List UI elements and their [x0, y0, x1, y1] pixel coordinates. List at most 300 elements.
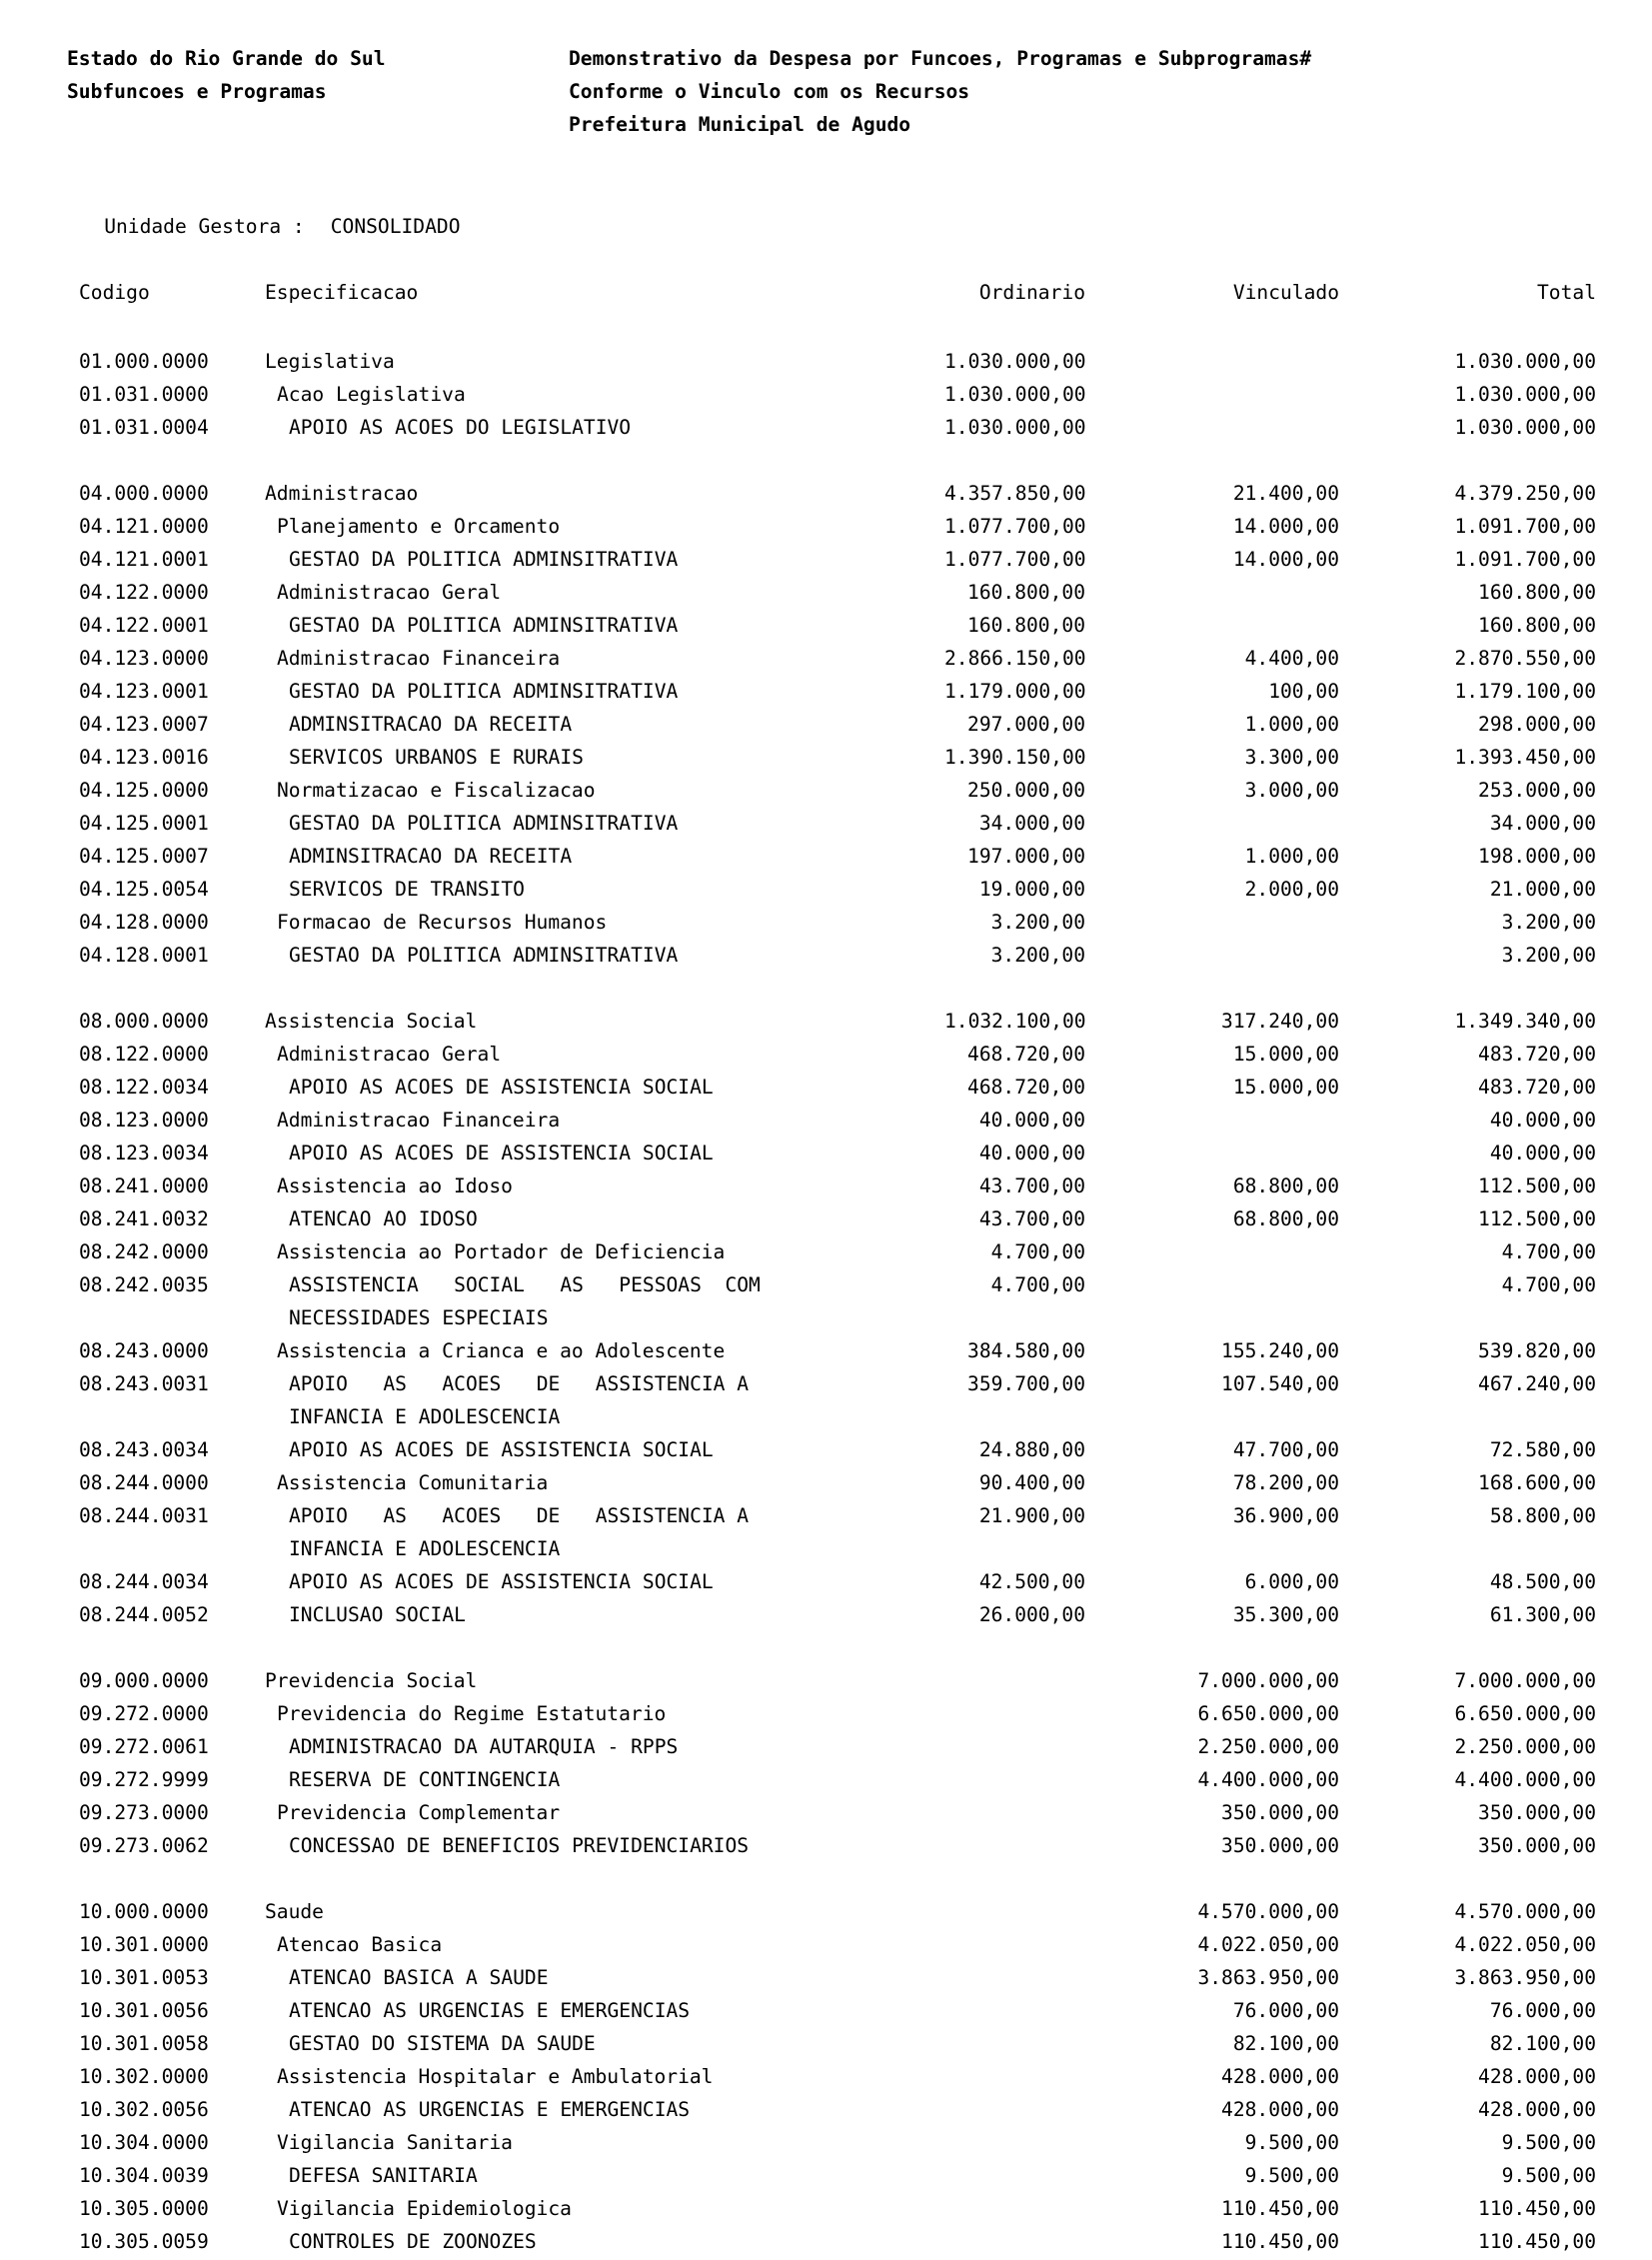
- row-spec-line: GESTAO DA POLITICA ADMINSITRATIVA: [289, 614, 679, 637]
- row-code: 08.123.0034: [79, 1141, 209, 1164]
- row-spec: [265, 1136, 944, 1169]
- table-row: [79, 906, 1652, 939]
- table-row: [79, 2027, 1652, 2060]
- row-vinculado: 4.400.000,00: [1197, 1768, 1339, 1791]
- report-header: [67, 0, 1652, 141]
- row-vinculado: 7.000.000,00: [1197, 1669, 1339, 1692]
- table-row: [79, 1994, 1652, 2027]
- row-spec: [265, 675, 944, 708]
- row-vinculado: 3.000,00: [1244, 779, 1339, 802]
- row-vinculado: 35.300,00: [1232, 1603, 1339, 1626]
- table-row: [79, 1202, 1652, 1235]
- row-ordinario: 21.900,00: [978, 1504, 1085, 1527]
- row-vinculado: 6.000,00: [1244, 1570, 1339, 1593]
- table-row: [79, 411, 1652, 444]
- row-vinculado: 76.000,00: [1232, 1999, 1339, 2022]
- row-vinculado: 14.000,00: [1232, 548, 1339, 571]
- row-ordinario: [944, 2126, 1085, 2159]
- row-spec-line: APOIO AS ACOES DE ASSISTENCIA A: [289, 1372, 750, 1395]
- row-total: 40.000,00: [1489, 1109, 1596, 1131]
- row-spec-line: SERVICOS URBANOS E RURAIS: [289, 746, 584, 769]
- row-total: 112.500,00: [1478, 1174, 1596, 1197]
- row-spec: [265, 642, 944, 675]
- row-code: 08.242.0000: [79, 1240, 209, 1263]
- table-row: [79, 2060, 1652, 2093]
- row-total: 350.000,00: [1478, 1801, 1596, 1824]
- row-vinculado: 82.100,00: [1232, 2032, 1339, 2055]
- row-code: 08.242.0035: [79, 1273, 209, 1296]
- row-vinculado: 9.500,00: [1244, 2164, 1339, 2187]
- row-spec: [265, 1763, 944, 1796]
- row-code: 08.244.0034: [79, 1570, 209, 1593]
- row-spec: [265, 1202, 944, 1235]
- row-code: 09.273.0000: [79, 1801, 209, 1824]
- row-vinculado: 1.000,00: [1244, 845, 1339, 868]
- row-total: 4.379.250,00: [1454, 482, 1596, 505]
- row-spec: [265, 1697, 944, 1730]
- row-code: 08.244.0031: [79, 1504, 209, 1527]
- row-total: 3.200,00: [1501, 911, 1596, 934]
- row-code: 01.031.0000: [79, 383, 209, 406]
- table-row: [79, 1961, 1652, 1994]
- row-spec: [265, 1565, 944, 1598]
- table-row: [79, 1169, 1652, 1202]
- row-ordinario: [944, 1994, 1085, 2027]
- row-spec: [265, 1961, 944, 1994]
- table-row: [79, 2192, 1652, 2225]
- row-vinculado: [1085, 807, 1339, 840]
- row-total: 9.500,00: [1501, 2131, 1596, 2154]
- row-spec: [265, 939, 944, 972]
- row-total: 539.820,00: [1478, 1339, 1596, 1362]
- row-spec: [265, 1499, 944, 1565]
- row-ordinario: 3.200,00: [990, 911, 1085, 934]
- row-total: 48.500,00: [1489, 1570, 1596, 1593]
- row-code: 04.121.0000: [79, 515, 209, 538]
- row-spec: [265, 1104, 944, 1136]
- row-spec: [265, 906, 944, 939]
- row-spec: [265, 1928, 944, 1961]
- row-spec: [265, 1466, 944, 1499]
- row-total: 1.030.000,00: [1454, 383, 1596, 406]
- table-row: [79, 1235, 1652, 1268]
- row-total: 61.300,00: [1489, 1603, 1596, 1626]
- row-vinculado: [1085, 939, 1339, 972]
- row-ordinario: [944, 1730, 1085, 1763]
- row-vinculado: 47.700,00: [1232, 1438, 1339, 1461]
- table-row: [79, 2126, 1652, 2159]
- row-vinculado: 155.240,00: [1221, 1339, 1339, 1362]
- row-code: 08.241.0000: [79, 1174, 209, 1197]
- row-ordinario: [944, 1961, 1085, 1994]
- table-row: [79, 1038, 1652, 1071]
- row-spec-line: Administracao: [265, 482, 419, 505]
- row-spec: [265, 1433, 944, 1466]
- row-total: 4.022.050,00: [1454, 1933, 1596, 1956]
- row-ordinario: [944, 2225, 1085, 2258]
- row-ordinario: 297.000,00: [967, 713, 1085, 736]
- column-header-ordinario: Ordinario: [978, 281, 1085, 304]
- row-code: 09.272.0061: [79, 1735, 209, 1758]
- row-spec-line: ADMINISTRACAO DA AUTARQUIA - RPPS: [289, 1735, 679, 1758]
- row-total: 160.800,00: [1478, 614, 1596, 637]
- row-ordinario: 1.077.700,00: [944, 515, 1086, 538]
- table-body: [0, 345, 1652, 2258]
- row-total: 9.500,00: [1501, 2164, 1596, 2187]
- row-total: 168.600,00: [1478, 1471, 1596, 1494]
- row-vinculado: 110.450,00: [1221, 2197, 1339, 2220]
- row-spec-line: Acao Legislativa: [277, 383, 466, 406]
- row-total: 82.100,00: [1489, 2032, 1596, 2055]
- table-row: [79, 378, 1652, 411]
- table-row: [79, 1697, 1652, 1730]
- row-vinculado: [1085, 345, 1339, 378]
- row-spec-line: RESERVA DE CONTINGENCIA: [289, 1768, 561, 1791]
- row-vinculado: 3.300,00: [1244, 746, 1339, 769]
- row-vinculado: [1085, 609, 1339, 642]
- row-total: 3.863.950,00: [1454, 1966, 1596, 1989]
- row-spec: [265, 1730, 944, 1763]
- row-spec: [265, 378, 944, 411]
- row-spec-line: GESTAO DA POLITICA ADMINSITRATIVA: [289, 680, 679, 703]
- table-row: [79, 345, 1652, 378]
- row-vinculado: 68.800,00: [1232, 1174, 1339, 1197]
- row-code: 10.304.0000: [79, 2131, 209, 2154]
- row-spec-line: Atencao Basica: [277, 1933, 443, 1956]
- row-vinculado: 6.650.000,00: [1197, 1702, 1339, 1725]
- table-row: [79, 1895, 1652, 1928]
- row-spec-line: Administracao Geral: [277, 581, 502, 604]
- row-code: 08.243.0034: [79, 1438, 209, 1461]
- row-spec: [265, 543, 944, 576]
- row-spec: [265, 1038, 944, 1071]
- row-spec-line: Assistencia a Crianca e ao Adolescente: [277, 1339, 726, 1362]
- row-vinculado: 1.000,00: [1244, 713, 1339, 736]
- row-vinculado: [1085, 411, 1339, 444]
- row-ordinario: [944, 1697, 1085, 1730]
- row-vinculado: 4.022.050,00: [1197, 1933, 1339, 1956]
- row-ordinario: [944, 1664, 1085, 1697]
- row-total: 428.000,00: [1478, 2065, 1596, 2088]
- row-code: 04.122.0001: [79, 614, 209, 637]
- row-code: 01.031.0004: [79, 416, 209, 439]
- row-total: 4.570.000,00: [1454, 1900, 1596, 1923]
- municipality-name: Prefeitura Municipal de Agudo: [569, 113, 911, 136]
- row-spec: [265, 2126, 944, 2159]
- row-total: 110.450,00: [1478, 2197, 1596, 2220]
- table-row: [79, 873, 1652, 906]
- table-row: [79, 1367, 1652, 1433]
- row-spec: [265, 807, 944, 840]
- row-spec-line: Previdencia Complementar: [277, 1801, 561, 1824]
- row-vinculado: 78.200,00: [1232, 1471, 1339, 1494]
- row-spec-line: Saude: [265, 1900, 324, 1923]
- row-vinculado: 9.500,00: [1244, 2131, 1339, 2154]
- row-spec-line: Assistencia Hospitalar e Ambulatorial: [277, 2065, 714, 2088]
- row-vinculado: 15.000,00: [1232, 1076, 1339, 1099]
- row-ordinario: 1.030.000,00: [944, 416, 1086, 439]
- row-spec-line: Previdencia Social: [265, 1669, 478, 1692]
- row-spec-line: GESTAO DA POLITICA ADMINSITRATIVA: [289, 944, 679, 967]
- row-total: 110.450,00: [1478, 2230, 1596, 2253]
- column-header-especificacao: Especificacao: [265, 281, 419, 304]
- row-total: 253.000,00: [1478, 779, 1596, 802]
- table-row: [79, 1763, 1652, 1796]
- column-header-vinculado: Vinculado: [1232, 281, 1339, 304]
- row-spec-line: GESTAO DA POLITICA ADMINSITRATIVA: [289, 812, 679, 835]
- row-code: 04.125.0054: [79, 878, 209, 901]
- row-code: 10.302.0056: [79, 2098, 209, 2121]
- row-spec-line: APOIO AS ACOES DO LEGISLATIVO: [289, 416, 632, 439]
- row-total: 40.000,00: [1489, 1141, 1596, 1164]
- row-code: 04.128.0001: [79, 944, 209, 967]
- row-spec-line: Formacao de Recursos Humanos: [277, 911, 608, 934]
- row-spec-line-continued: INFANCIA E ADOLESCENCIA: [289, 1537, 561, 1560]
- row-spec-line: ASSISTENCIA SOCIAL AS PESSOAS COM: [289, 1273, 761, 1296]
- table-row: [79, 2093, 1652, 2126]
- row-spec-line: CONCESSAO DE BENEFICIOS PREVIDENCIARIOS: [289, 1834, 750, 1857]
- row-spec: [265, 1994, 944, 2027]
- row-spec: [265, 1235, 944, 1268]
- row-ordinario: 1.032.100,00: [944, 1010, 1086, 1033]
- row-vinculado: 428.000,00: [1221, 2098, 1339, 2121]
- row-spec-line: APOIO AS ACOES DE ASSISTENCIA A: [289, 1504, 750, 1527]
- row-ordinario: [944, 1763, 1085, 1796]
- row-spec-line: ATENCAO AS URGENCIAS E EMERGENCIAS: [289, 1999, 691, 2022]
- row-spec-line: ATENCAO BASICA A SAUDE: [289, 1966, 549, 1989]
- row-ordinario: 34.000,00: [978, 812, 1085, 835]
- row-code: 08.000.0000: [79, 1010, 209, 1033]
- row-ordinario: [944, 2060, 1085, 2093]
- table-row: [79, 1104, 1652, 1136]
- row-vinculado: 107.540,00: [1221, 1372, 1339, 1395]
- row-spec: [265, 1796, 944, 1829]
- row-spec-line: Administracao Geral: [277, 1043, 502, 1066]
- row-spec-line: Assistencia ao Idoso: [277, 1174, 513, 1197]
- unit-value: CONSOLIDADO: [330, 215, 461, 238]
- row-total: 2.870.550,00: [1454, 647, 1596, 670]
- row-total: 198.000,00: [1478, 845, 1596, 868]
- row-total: 21.000,00: [1489, 878, 1596, 901]
- row-ordinario: 42.500,00: [978, 1570, 1085, 1593]
- row-code: 04.125.0001: [79, 812, 209, 835]
- row-spec-line: INCLUSAO SOCIAL: [289, 1603, 466, 1626]
- row-spec-line: ATENCAO AO IDOSO: [289, 1207, 478, 1230]
- row-total: 1.030.000,00: [1454, 350, 1596, 373]
- table-row: [79, 1268, 1652, 1334]
- row-vinculado: 3.863.950,00: [1197, 1966, 1339, 1989]
- row-code: 10.305.0000: [79, 2197, 209, 2220]
- row-ordinario: 4.700,00: [990, 1240, 1085, 1263]
- table-row: [79, 510, 1652, 543]
- row-spec: [265, 2027, 944, 2060]
- table-row: [79, 1071, 1652, 1104]
- row-total: 112.500,00: [1478, 1207, 1596, 1230]
- row-vinculado: [1085, 1136, 1339, 1169]
- row-total: 2.250.000,00: [1454, 1735, 1596, 1758]
- row-spec-line: Assistencia ao Portador de Deficiencia: [277, 1240, 726, 1263]
- table-row: [79, 1829, 1652, 1862]
- table-row: [79, 2159, 1652, 2192]
- row-code: 09.273.0062: [79, 1834, 209, 1857]
- row-code: 04.123.0001: [79, 680, 209, 703]
- row-code: 08.243.0031: [79, 1372, 209, 1395]
- row-spec: [265, 1895, 944, 1928]
- row-total: 1.030.000,00: [1454, 416, 1596, 439]
- row-spec-line: Vigilancia Sanitaria: [277, 2131, 513, 2154]
- row-spec-line: APOIO AS ACOES DE ASSISTENCIA SOCIAL: [289, 1076, 714, 1099]
- row-ordinario: 1.179.000,00: [944, 680, 1086, 703]
- row-spec-line: GESTAO DA POLITICA ADMINSITRATIVA: [289, 548, 679, 571]
- row-total: 1.393.450,00: [1454, 746, 1596, 769]
- row-total: 1.349.340,00: [1454, 1010, 1596, 1033]
- table-row: [79, 642, 1652, 675]
- row-total: 298.000,00: [1478, 713, 1596, 736]
- row-ordinario: 90.400,00: [978, 1471, 1085, 1494]
- table-row: [79, 1565, 1652, 1598]
- row-vinculado: 2.000,00: [1244, 878, 1339, 901]
- table-row: [79, 1928, 1652, 1961]
- row-ordinario: 468.720,00: [967, 1076, 1085, 1099]
- row-spec-line-continued: INFANCIA E ADOLESCENCIA: [289, 1405, 561, 1428]
- table-row: [79, 1499, 1652, 1565]
- row-spec-line: APOIO AS ACOES DE ASSISTENCIA SOCIAL: [289, 1570, 714, 1593]
- report-title: Demonstrativo da Despesa por Funcoes, Programas e Subprogramas#: [569, 47, 1312, 70]
- row-ordinario: [944, 1928, 1085, 1961]
- row-spec: [265, 1334, 944, 1367]
- row-spec-line: Administracao Financeira: [277, 1109, 561, 1131]
- row-vinculado: 350.000,00: [1221, 1834, 1339, 1857]
- row-total: 72.580,00: [1489, 1438, 1596, 1461]
- table-row: [79, 1796, 1652, 1829]
- row-spec-line: Assistencia Social: [265, 1010, 478, 1033]
- row-spec: [265, 1071, 944, 1104]
- row-spec: [265, 1268, 944, 1334]
- row-ordinario: [944, 2159, 1085, 2192]
- row-code: 10.000.0000: [79, 1900, 209, 1923]
- row-vinculado: 36.900,00: [1232, 1504, 1339, 1527]
- row-ordinario: 24.880,00: [978, 1438, 1085, 1461]
- row-ordinario: 1.030.000,00: [944, 350, 1086, 373]
- row-code: 10.304.0039: [79, 2164, 209, 2187]
- row-ordinario: 160.800,00: [967, 614, 1085, 637]
- row-total: 7.000.000,00: [1454, 1669, 1596, 1692]
- row-spec: [265, 2060, 944, 2093]
- row-ordinario: 359.700,00: [967, 1372, 1085, 1395]
- row-total: 428.000,00: [1478, 2098, 1596, 2121]
- row-total: 58.800,00: [1489, 1504, 1596, 1527]
- row-ordinario: 43.700,00: [978, 1207, 1085, 1230]
- row-ordinario: 1.390.150,00: [944, 746, 1086, 769]
- row-spec: [265, 2093, 944, 2126]
- row-code: 08.122.0000: [79, 1043, 209, 1066]
- row-total: 3.200,00: [1501, 944, 1596, 967]
- row-total: 483.720,00: [1478, 1076, 1596, 1099]
- row-spec-line-continued: NECESSIDADES ESPECIAIS: [289, 1306, 549, 1329]
- row-spec: [265, 774, 944, 807]
- row-spec: [265, 510, 944, 543]
- row-vinculado: 4.400,00: [1244, 647, 1339, 670]
- row-spec: [265, 2192, 944, 2225]
- row-vinculado: [1085, 576, 1339, 609]
- row-code: 04.123.0007: [79, 713, 209, 736]
- row-ordinario: 197.000,00: [967, 845, 1085, 868]
- unit-line: [57, 177, 1652, 276]
- row-code: 04.125.0000: [79, 779, 209, 802]
- row-total: 4.700,00: [1501, 1240, 1596, 1263]
- row-code: 08.244.0052: [79, 1603, 209, 1626]
- row-code: 09.272.9999: [79, 1768, 209, 1791]
- table-row: [79, 807, 1652, 840]
- row-spec-line: Administracao Financeira: [277, 647, 561, 670]
- row-total: 160.800,00: [1478, 581, 1596, 604]
- column-header-total: Total: [1537, 281, 1596, 304]
- row-spec-line: DEFESA SANITARIA: [289, 2164, 478, 2187]
- row-spec-line: Planejamento e Orcamento: [277, 515, 561, 538]
- row-total: 467.240,00: [1478, 1372, 1596, 1395]
- table-row: [79, 1005, 1652, 1038]
- row-vinculado: 350.000,00: [1221, 1801, 1339, 1824]
- row-code: 04.123.0000: [79, 647, 209, 670]
- report-subtitle: Conforme o Vinculo com os Recursos: [569, 80, 970, 103]
- row-spec-line: Legislativa: [265, 350, 395, 373]
- table-row: [79, 939, 1652, 972]
- column-headers: [79, 276, 1652, 309]
- row-spec: [265, 1169, 944, 1202]
- row-spec: [265, 477, 944, 510]
- row-code: 10.301.0058: [79, 2032, 209, 2055]
- row-total: 483.720,00: [1478, 1043, 1596, 1066]
- row-spec: [265, 1664, 944, 1697]
- unit-label: Unidade Gestora :: [104, 215, 305, 238]
- row-ordinario: 2.866.150,00: [944, 647, 1086, 670]
- report-scope-subtitle: Subfuncoes e Programas: [67, 80, 327, 103]
- row-spec: [265, 576, 944, 609]
- row-spec: [265, 411, 944, 444]
- table-row: [79, 741, 1652, 774]
- column-header-codigo: Codigo: [79, 281, 150, 304]
- row-spec-line: SERVICOS DE TRANSITO: [289, 878, 525, 901]
- row-spec: [265, 2159, 944, 2192]
- row-spec-line: Assistencia Comunitaria: [277, 1471, 549, 1494]
- row-spec-line: APOIO AS ACOES DE ASSISTENCIA SOCIAL: [289, 1141, 714, 1164]
- row-total: 1.091.700,00: [1454, 515, 1596, 538]
- row-vinculado: 68.800,00: [1232, 1207, 1339, 1230]
- row-code: 04.122.0000: [79, 581, 209, 604]
- row-spec-line: ATENCAO AS URGENCIAS E EMERGENCIAS: [289, 2098, 691, 2121]
- row-code: 04.123.0016: [79, 746, 209, 769]
- table-row: [79, 1433, 1652, 1466]
- row-code: 01.000.0000: [79, 350, 209, 373]
- row-spec: [265, 708, 944, 741]
- row-code: 04.128.0000: [79, 911, 209, 934]
- row-vinculado: 100,00: [1268, 680, 1339, 703]
- row-total: 1.091.700,00: [1454, 548, 1596, 571]
- row-ordinario: [944, 2093, 1085, 2126]
- row-spec-line: Normatizacao e Fiscalizacao: [277, 779, 596, 802]
- state-title: Estado do Rio Grande do Sul: [67, 47, 386, 70]
- row-ordinario: [944, 2027, 1085, 2060]
- row-code: 08.122.0034: [79, 1076, 209, 1099]
- row-spec-line: Vigilancia Epidemiologica: [277, 2197, 572, 2220]
- report-header-center: [569, 42, 1311, 141]
- row-spec: [265, 1829, 944, 1862]
- row-ordinario: 384.580,00: [967, 1339, 1085, 1362]
- table-row: [79, 675, 1652, 708]
- row-vinculado: 2.250.000,00: [1197, 1735, 1339, 1758]
- row-ordinario: 160.800,00: [967, 581, 1085, 604]
- row-spec: [265, 840, 944, 873]
